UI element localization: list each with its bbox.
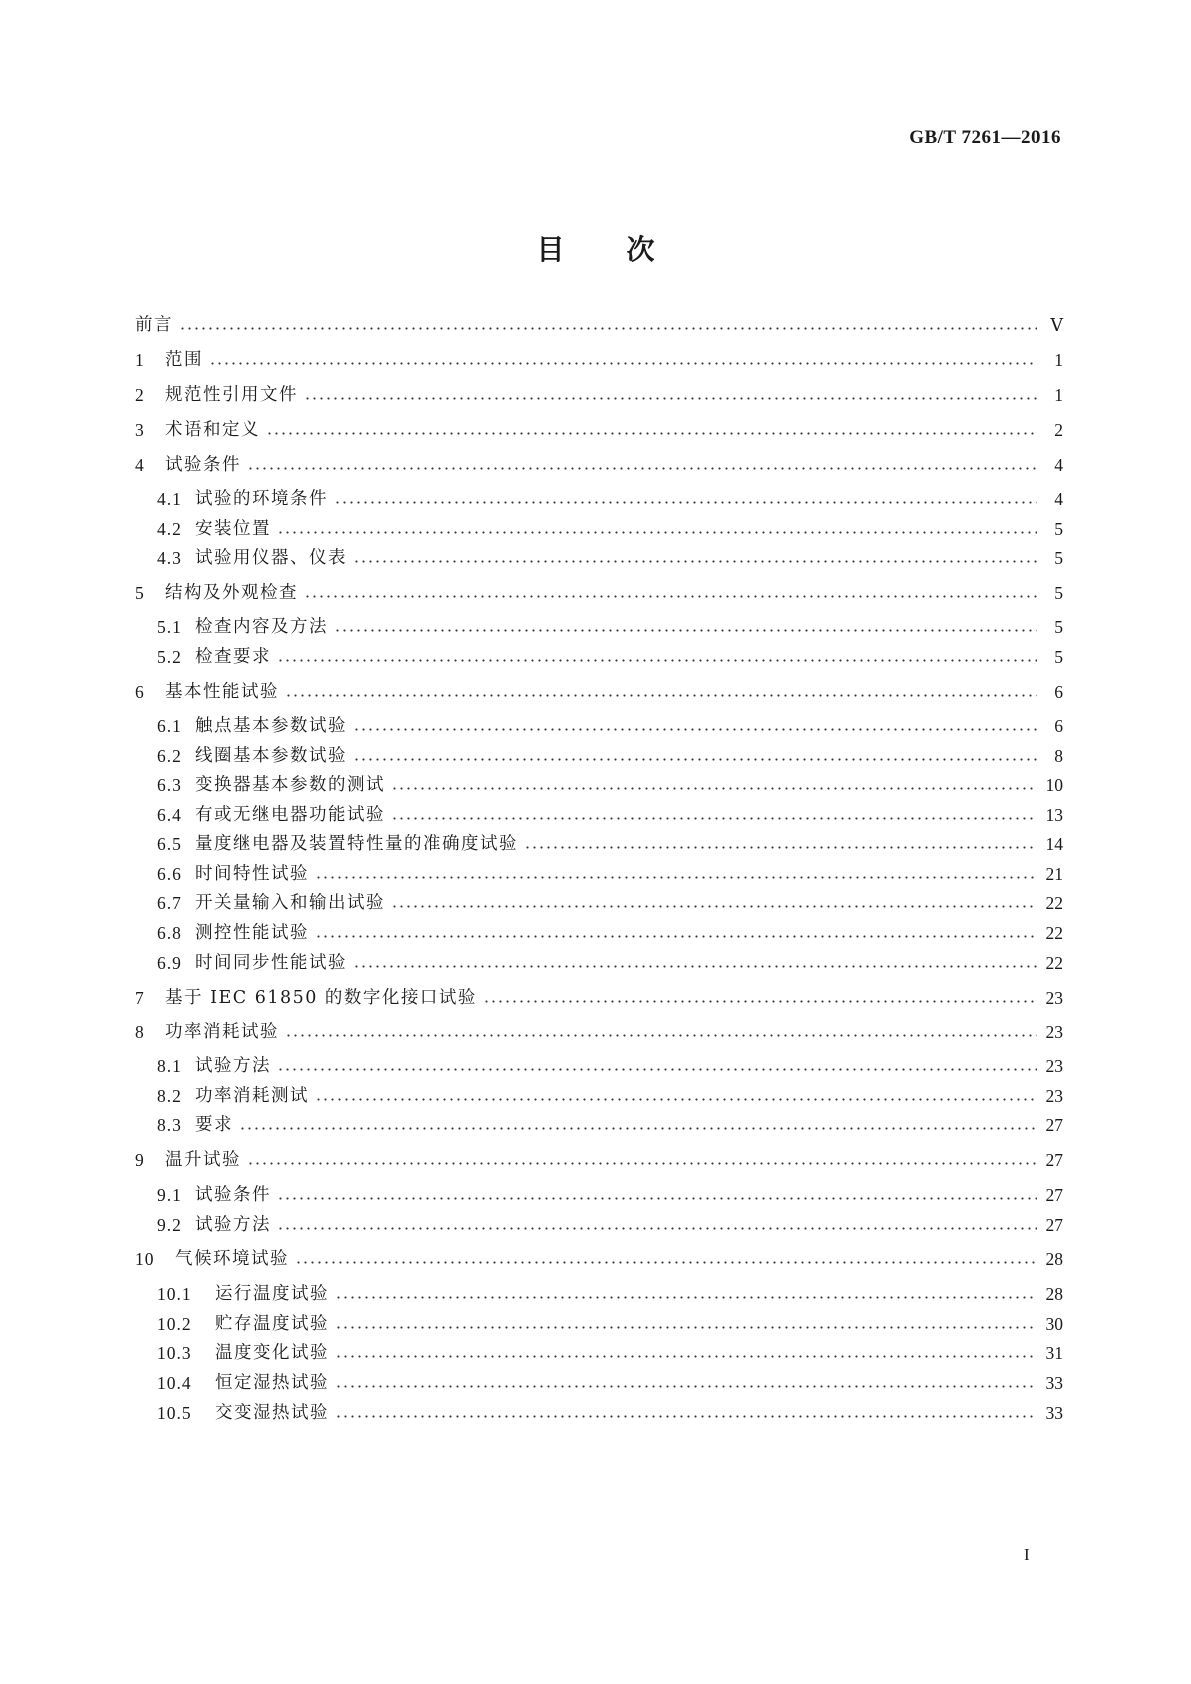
toc-entry-label: 测控性能试验 — [195, 923, 309, 943]
toc-entry-page: 10 — [1045, 775, 1063, 795]
dot-leader — [277, 643, 1037, 671]
dot-leader — [295, 1245, 1037, 1273]
toc-entry-label: 前言 — [135, 315, 173, 335]
dot-leader — [304, 381, 1037, 409]
toc-entry-page: 23 — [1045, 1086, 1063, 1106]
dot-leader — [247, 451, 1037, 479]
dot-leader — [353, 949, 1037, 977]
dot-leader — [247, 1146, 1037, 1174]
toc-entry-page: 23 — [1045, 988, 1063, 1008]
dot-leader — [353, 742, 1037, 770]
toc-entry-number: 6 — [135, 682, 145, 702]
toc-entry[interactable] — [135, 1018, 1063, 1046]
toc-entry-label: 试验用仪器、仪表 — [195, 548, 347, 568]
toc-entry-page: 6 — [1054, 716, 1063, 736]
toc-entry-page: 14 — [1045, 834, 1063, 854]
toc-entry-label: 功率消耗测试 — [195, 1086, 309, 1106]
toc-entry-label: 试验条件 — [195, 1185, 271, 1205]
toc-entry-label: 检查内容及方法 — [195, 617, 328, 637]
toc-entry-label: 基于 IEC 61850 的数字化接口试验 — [165, 988, 477, 1008]
toc-entry-page: 22 — [1045, 923, 1063, 943]
toc-entry[interactable] — [157, 949, 1063, 977]
toc-entry[interactable] — [157, 1339, 1063, 1367]
toc-entry[interactable] — [157, 771, 1063, 799]
dot-leader — [315, 1082, 1037, 1110]
toc-entry-page: 22 — [1045, 893, 1063, 913]
toc-entry-page: 23 — [1045, 1022, 1063, 1042]
toc-entry[interactable] — [157, 1111, 1063, 1139]
toc-entry[interactable] — [135, 1146, 1063, 1174]
dot-leader — [335, 1339, 1037, 1367]
toc-entry-number: 10.3 — [157, 1343, 192, 1363]
toc-entry-number: 10.5 — [157, 1403, 192, 1423]
toc-entry-number: 4.3 — [157, 548, 182, 568]
toc-entry-number: 5.2 — [157, 647, 182, 667]
dot-leader — [353, 712, 1037, 740]
toc-entry[interactable] — [135, 1245, 1063, 1273]
toc-entry-page: 31 — [1045, 1343, 1063, 1363]
toc-entry-page: 4 — [1054, 455, 1063, 475]
toc-entry-number: 3 — [135, 420, 145, 440]
toc-entry-number: 8.2 — [157, 1086, 182, 1106]
toc-entry[interactable] — [157, 613, 1063, 641]
toc-entry-label: 试验方法 — [195, 1215, 271, 1235]
toc-entry[interactable] — [157, 1310, 1063, 1338]
toc-entry-page: 28 — [1045, 1284, 1063, 1304]
toc-entry-number: 4.1 — [157, 489, 182, 509]
toc-entry-label: 术语和定义 — [165, 420, 260, 440]
page-number: I — [1024, 1545, 1030, 1564]
toc-entry-number: 6.5 — [157, 834, 182, 854]
dot-leader — [277, 515, 1037, 543]
toc-entry-page: Ⅴ — [1050, 315, 1063, 335]
toc-entry-number: 8.1 — [157, 1056, 182, 1076]
toc-entry-number: 6.1 — [157, 716, 182, 736]
toc-entry-label: 时间同步性能试验 — [195, 953, 347, 973]
dot-leader — [266, 416, 1037, 444]
toc-entry-page: 33 — [1045, 1403, 1063, 1423]
toc-entry-number: 9.2 — [157, 1215, 182, 1235]
toc-entry[interactable] — [157, 485, 1063, 513]
toc-entry-page: 23 — [1045, 1056, 1063, 1076]
toc-entry-number: 6.8 — [157, 923, 182, 943]
dot-leader — [391, 801, 1037, 829]
toc-entry[interactable] — [157, 742, 1063, 770]
dot-leader — [315, 860, 1037, 888]
toc-entry[interactable] — [135, 579, 1063, 607]
toc-entry-page: 5 — [1054, 548, 1063, 568]
toc-entry-label: 试验条件 — [165, 455, 241, 475]
dot-leader — [335, 1369, 1037, 1397]
toc-entry-number: 6.4 — [157, 805, 182, 825]
dot-leader — [335, 1280, 1037, 1308]
toc-entry-number: 2 — [135, 385, 145, 405]
toc-entry[interactable] — [157, 515, 1063, 543]
toc-entry[interactable] — [157, 1211, 1063, 1239]
toc-entry-number: 6.6 — [157, 864, 182, 884]
toc-entry-label: 线圈基本参数试验 — [195, 746, 347, 766]
toc-title: 目次 — [536, 233, 717, 266]
toc-entry-label: 安装位置 — [195, 519, 271, 539]
toc-entry-page: 21 — [1045, 864, 1063, 884]
toc-entry-page: 5 — [1054, 519, 1063, 539]
toc-entry[interactable] — [157, 1399, 1063, 1427]
toc-entry-page: 33 — [1045, 1373, 1063, 1393]
toc-entry[interactable] — [157, 860, 1063, 888]
toc-entry-label: 温度变化试验 — [215, 1343, 329, 1363]
dot-leader — [179, 311, 1037, 339]
dot-leader — [285, 1018, 1037, 1046]
toc-entry[interactable] — [135, 678, 1063, 706]
dot-leader — [239, 1111, 1037, 1139]
dot-leader — [304, 579, 1037, 607]
toc-entry[interactable] — [157, 801, 1063, 829]
toc-entry-number: 8.3 — [157, 1115, 182, 1135]
toc-entry-label: 要求 — [195, 1115, 233, 1135]
dot-leader — [334, 485, 1037, 513]
toc-entry[interactable] — [157, 1181, 1063, 1209]
toc-entry-number: 10.1 — [157, 1284, 192, 1304]
toc-entry-number: 6.7 — [157, 893, 182, 913]
toc-entry-number: 6.2 — [157, 746, 182, 766]
toc-entry[interactable] — [157, 544, 1063, 572]
toc-entry-number: 6.3 — [157, 775, 182, 795]
toc-entry-number: 1 — [135, 350, 145, 370]
toc-entry-label: 量度继电器及装置特性量的准确度试验 — [195, 834, 518, 854]
dot-leader — [353, 544, 1037, 572]
toc-entry[interactable] — [157, 919, 1063, 947]
toc-entry[interactable] — [135, 311, 1063, 339]
dot-leader — [285, 678, 1037, 706]
toc-entry[interactable] — [135, 984, 1063, 1012]
toc-entry-label: 试验的环境条件 — [195, 489, 328, 509]
toc-entry-number: 10.2 — [157, 1314, 192, 1334]
toc-entry[interactable] — [157, 712, 1063, 740]
toc-entry-page: 8 — [1054, 746, 1063, 766]
toc-entry-label: 气候环境试验 — [175, 1249, 289, 1269]
toc-entry[interactable] — [157, 889, 1063, 917]
toc-entry-number: 7 — [135, 988, 145, 1008]
toc-entry-label: 规范性引用文件 — [165, 385, 298, 405]
dot-leader — [209, 346, 1037, 374]
toc-entry-label: 时间特性试验 — [195, 864, 309, 884]
toc-entry-number: 6.9 — [157, 953, 182, 973]
dot-leader — [391, 771, 1037, 799]
dot-leader — [334, 613, 1037, 641]
dot-leader — [524, 830, 1037, 858]
toc-entry-page: 27 — [1045, 1150, 1063, 1170]
toc-entry[interactable] — [157, 643, 1063, 671]
toc-entry-label: 恒定湿热试验 — [215, 1373, 329, 1393]
toc-entry-label: 试验方法 — [195, 1056, 271, 1076]
toc-entry[interactable] — [157, 1280, 1063, 1308]
toc-entry-number: 4 — [135, 455, 145, 475]
toc-entry[interactable] — [157, 1369, 1063, 1397]
toc-entry-number: 5 — [135, 583, 145, 603]
toc-entry-label: 运行温度试验 — [215, 1284, 329, 1304]
toc-entry-label: 有或无继电器功能试验 — [195, 805, 385, 825]
dot-leader — [335, 1399, 1037, 1427]
toc-entry-page: 22 — [1045, 953, 1063, 973]
toc-entry[interactable] — [135, 416, 1063, 444]
toc-entry-page: 2 — [1054, 420, 1063, 440]
toc-entry-label: 基本性能试验 — [165, 682, 279, 702]
toc-entry-number: 9.1 — [157, 1185, 182, 1205]
toc-entry-page: 27 — [1045, 1215, 1063, 1235]
dot-leader — [315, 919, 1037, 947]
toc-entry-label: 温升试验 — [165, 1150, 241, 1170]
toc-entry-label: 结构及外观检查 — [165, 583, 298, 603]
toc-entry[interactable] — [135, 451, 1063, 479]
toc-entry-page: 1 — [1054, 350, 1063, 370]
toc-entry-page: 28 — [1045, 1249, 1063, 1269]
dot-leader — [335, 1310, 1037, 1338]
toc-entry[interactable] — [135, 381, 1063, 409]
dot-leader — [391, 889, 1037, 917]
dot-leader — [277, 1211, 1037, 1239]
toc-entry-label: 开关量输入和输出试验 — [195, 893, 385, 913]
toc-entry-label: 范围 — [165, 350, 203, 370]
toc-entry-label: 检查要求 — [195, 647, 271, 667]
toc-entry-page: 6 — [1054, 682, 1063, 702]
toc-entry-label: 变换器基本参数的测试 — [195, 775, 385, 795]
toc-entry-label: 贮存温度试验 — [215, 1314, 329, 1334]
toc-entry[interactable] — [135, 346, 1063, 374]
toc-entry-label: 触点基本参数试验 — [195, 716, 347, 736]
toc-entry-page: 5 — [1054, 583, 1063, 603]
toc-entry-label: 交变湿热试验 — [215, 1403, 329, 1423]
toc-entry-page: 5 — [1054, 617, 1063, 637]
toc-entry[interactable] — [157, 830, 1063, 858]
toc-entry[interactable] — [157, 1052, 1063, 1080]
toc-entry-page: 13 — [1045, 805, 1063, 825]
toc-entry-page: 4 — [1054, 489, 1063, 509]
toc-entry-number: 10 — [135, 1249, 155, 1269]
toc-entry-number: 10.4 — [157, 1373, 192, 1393]
dot-leader — [277, 1181, 1037, 1209]
dot-leader — [483, 984, 1037, 1012]
standard-number: GB/T 7261—2016 — [909, 127, 1061, 148]
toc-entry-number: 4.2 — [157, 519, 182, 539]
toc-entry-page: 1 — [1054, 385, 1063, 405]
toc-entry-page: 30 — [1045, 1314, 1063, 1334]
toc-entry[interactable] — [157, 1082, 1063, 1110]
toc-entry-page: 27 — [1045, 1185, 1063, 1205]
toc-entry-number: 5.1 — [157, 617, 182, 637]
toc-entry-number: 8 — [135, 1022, 145, 1042]
toc-entry-number: 9 — [135, 1150, 145, 1170]
toc-entry-label: 功率消耗试验 — [165, 1022, 279, 1042]
dot-leader — [277, 1052, 1037, 1080]
toc-entry-page: 5 — [1054, 647, 1063, 667]
toc-entry-page: 27 — [1045, 1115, 1063, 1135]
